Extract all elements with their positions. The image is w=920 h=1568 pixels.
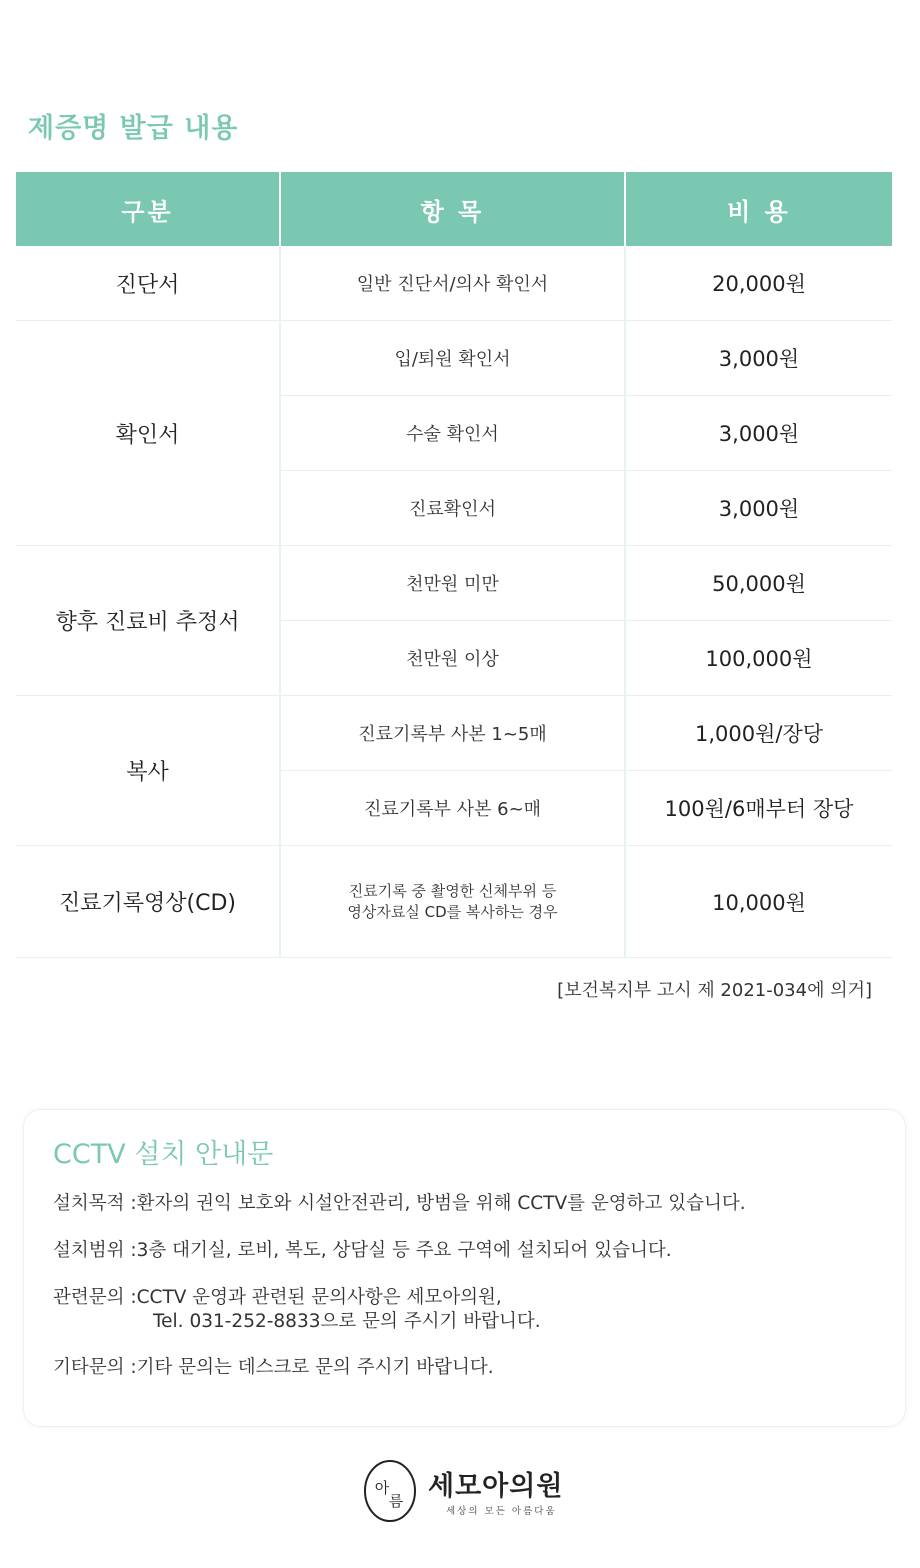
item-cell: 천만원 이상: [280, 621, 625, 696]
cost-cell: 50,000원: [625, 546, 892, 621]
cctv-row-label: 기타문의 :: [53, 1357, 137, 1378]
item-cell: 입/퇴원 확인서: [280, 321, 625, 396]
cctv-row-label: 관련문의 :: [53, 1287, 137, 1308]
item-cell: [280, 846, 625, 958]
table-row: [16, 696, 892, 771]
table-row: [16, 846, 892, 958]
cost-cell: 3,000원: [625, 471, 892, 546]
source-note: [보건복지부 고시 제 2021-034에 의거]: [557, 980, 872, 1001]
cctv-row-label: 설치범위 :: [53, 1240, 137, 1261]
clinic-tagline: 세상의 모든 아름다움: [446, 1506, 557, 1517]
header-cost: 비 용: [625, 172, 892, 246]
cost-cell: 10,000원: [625, 846, 892, 958]
cctv-other-row: [53, 1356, 494, 1380]
cctv-row-content: CCTV 운영과 관련된 문의사항은 세모아의원,: [136, 1287, 502, 1308]
category-cell: 진료기록영상(CD): [16, 846, 280, 958]
cctv-notice-box: [23, 1109, 906, 1427]
clinic-name: 세모아의원: [428, 1471, 564, 1502]
cost-cell: 100,000원: [625, 621, 892, 696]
cctv-row-label: 설치목적 :: [53, 1193, 137, 1214]
cost-cell: 3,000원: [625, 396, 892, 471]
header-category: 구분: [16, 172, 280, 246]
section-title: 제증명 발급 내용: [28, 113, 239, 144]
cctv-row-content: 환자의 권익 보호와 시설안전관리, 방범을 위해 CCTV를 운영하고 있습니다.: [136, 1193, 746, 1214]
cost-cell: 3,000원: [625, 321, 892, 396]
table-row: [16, 546, 892, 621]
item-line: 진료기록 중 촬영한 신체부위 등: [348, 881, 557, 900]
cctv-inquiry-row: [53, 1286, 541, 1334]
category-cell: 향후 진료비 추정서: [16, 546, 280, 696]
table-row: [16, 321, 892, 396]
item-cell: 진료확인서: [280, 471, 625, 546]
table-header-row: [16, 172, 892, 246]
cctv-purpose-row: [53, 1192, 746, 1216]
category-cell: 확인서: [16, 321, 280, 546]
table-row: [16, 246, 892, 321]
cost-cell: 20,000원: [625, 246, 892, 321]
cctv-row-content: 3층 대기실, 로비, 복도, 상담실 등 주요 구역에 설치되어 있습니다.: [136, 1240, 672, 1261]
logo-mark-char: 름: [388, 1492, 404, 1510]
category-cell: 복사: [16, 696, 280, 846]
item-cell: 천만원 미만: [280, 546, 625, 621]
cost-cell: 1,000원/장당: [625, 696, 892, 771]
item-cell: 수술 확인서: [280, 396, 625, 471]
header-item: 항 목: [280, 172, 625, 246]
fee-table: [16, 172, 892, 958]
item-cell: 진료기록부 사본 6~매: [280, 771, 625, 846]
item-cell: 일반 진단서/의사 확인서: [280, 246, 625, 321]
cctv-scope-row: [53, 1239, 672, 1263]
item-line: 영상자료실 CD를 복사하는 경우: [347, 902, 558, 921]
clinic-logo: [362, 1458, 582, 1528]
logo-mark-char: 아: [374, 1479, 390, 1497]
item-cell: 진료기록부 사본 1~5매: [280, 696, 625, 771]
cctv-phone-line: Tel. 031-252-8833으로 문의 주시기 바랍니다.: [153, 1311, 541, 1332]
cctv-row-content: 기타 문의는 데스크로 문의 주시기 바랍니다.: [136, 1357, 494, 1378]
category-cell: 진단서: [16, 246, 280, 321]
cost-cell: 100원/6매부터 장당: [625, 771, 892, 846]
cctv-title: CCTV 설치 안내문: [53, 1139, 274, 1170]
logo-mark-icon: [362, 1458, 418, 1524]
